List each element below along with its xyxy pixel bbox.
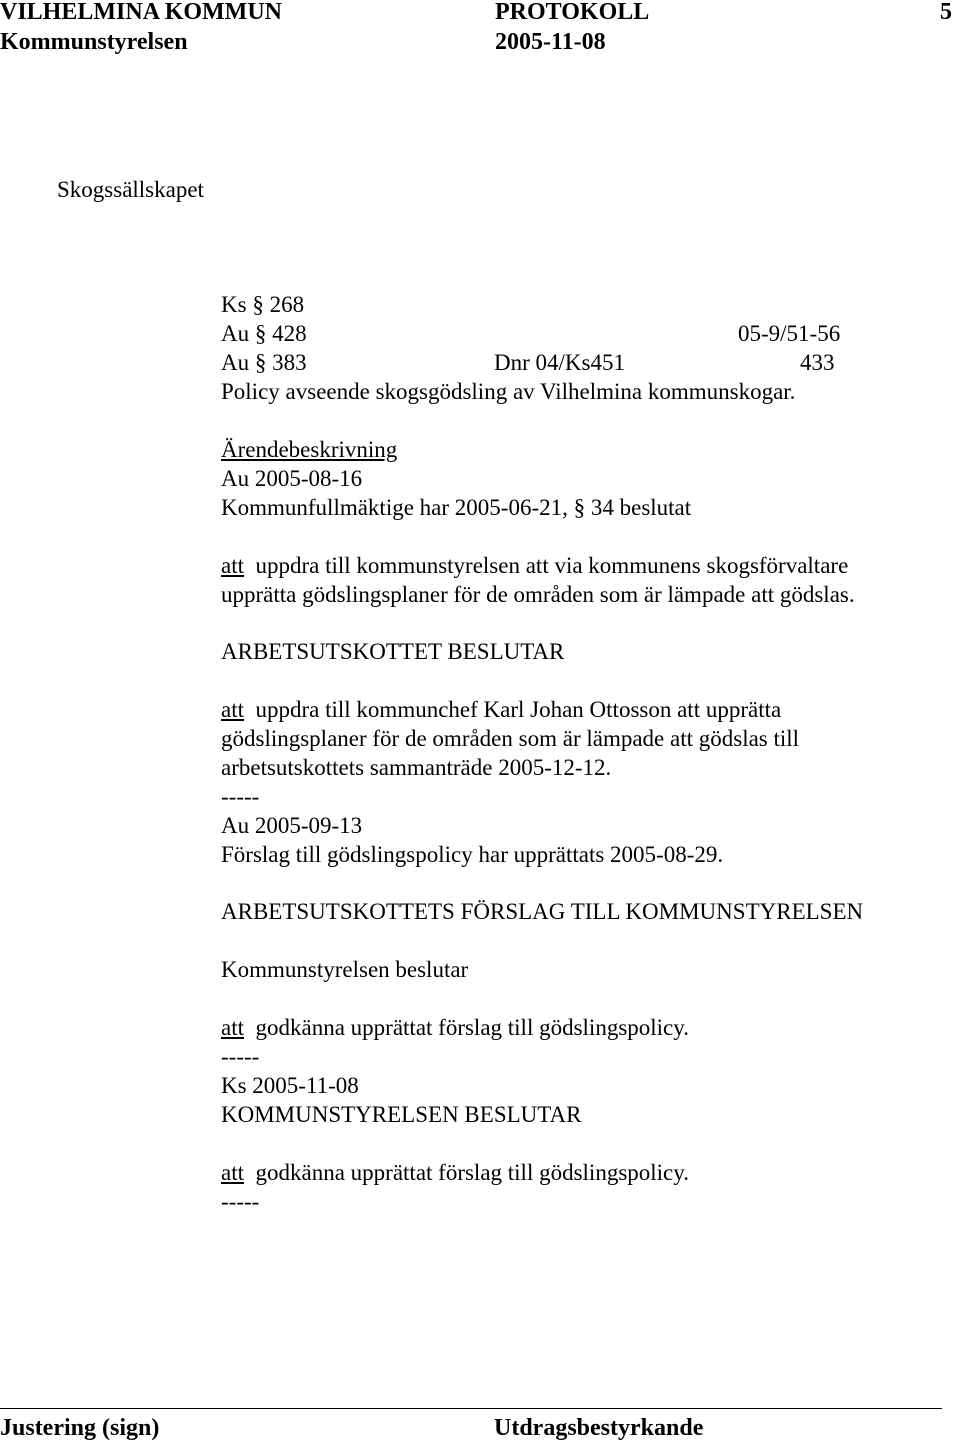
au-beslutar-heading: ARBETSUTSKOTTET BESLUTAR xyxy=(221,639,565,664)
ref-au-383: Au § 383 xyxy=(221,350,307,375)
ks-date: Ks 2005-11-08 xyxy=(221,1073,359,1098)
separator-3: ----- xyxy=(221,1189,260,1214)
ref-dnr: Dnr 04/Ks451 xyxy=(494,350,625,375)
au-forslag-heading: ARBETSUTSKOTTETS FÖRSLAG TILL KOMMUNSTYRELSEN xyxy=(221,899,864,924)
ks-beslutar-caps: KOMMUNSTYRELSEN BESLUTAR xyxy=(221,1102,582,1127)
header-doc-type: PROTOKOLL xyxy=(495,0,650,25)
ks-att-line: att godkänna upprättat förslag till gödslingspolicy. xyxy=(221,1160,690,1185)
ref-ks: Ks § 268 xyxy=(221,292,305,317)
separator-2: ----- xyxy=(221,1044,260,1069)
forslag-att-line: att godkänna upprättat förslag till gödslingspolicy. xyxy=(221,1015,690,1040)
separator-1: ----- xyxy=(221,784,260,809)
au-att-line-3: arbetsutskottets sammanträde 2005-12-12. xyxy=(221,755,612,780)
ks-beslutar-heading: Kommunstyrelsen beslutar xyxy=(221,957,469,982)
au-att-line-2: gödslingsplaner för de områden som är lämpade att gödslas till xyxy=(221,726,800,751)
au2-date: Au 2005-09-13 xyxy=(221,813,363,838)
kf-att-line-2: upprätta gödslingsplaner för de områden som är lämpade att gödslas. xyxy=(221,582,855,607)
ref-au-428-number: 05-9/51-56 xyxy=(738,321,841,346)
header-date: 2005-11-08 xyxy=(495,29,606,55)
ref-au-428: Au § 428 xyxy=(221,321,307,346)
subject-line: Policy avseende skogsgödsling av Vilhelmina kommunskogar. xyxy=(221,379,796,404)
au1-date: Au 2005-08-16 xyxy=(221,466,363,491)
footer-rule xyxy=(0,1408,942,1409)
header-page-number: 5 xyxy=(940,0,952,25)
arende-heading: Ärendebeskrivning xyxy=(221,437,398,462)
kf-att-line-1: att uppdra till kommunstyrelsen att via kommunens skogsförvaltare xyxy=(221,553,849,578)
section-title: Skogssällskapet xyxy=(57,177,204,202)
header-municipality: VILHELMINA KOMMUN xyxy=(0,0,282,25)
footer-justering: Justering (sign) xyxy=(0,1415,160,1441)
ref-au-383-number: 433 xyxy=(800,350,835,375)
au-att-line-1: att uppdra till kommunchef Karl Johan Ottosson att upprätta xyxy=(221,697,782,722)
footer-utdrag: Utdragsbestyrkande xyxy=(494,1415,704,1441)
au2-text: Förslag till gödslingspolicy har upprättats 2005-08-29. xyxy=(221,842,724,867)
kf-line: Kommunfullmäktige har 2005-06-21, § 34 beslutat xyxy=(221,495,692,520)
header-body: Kommunstyrelsen xyxy=(0,29,188,55)
